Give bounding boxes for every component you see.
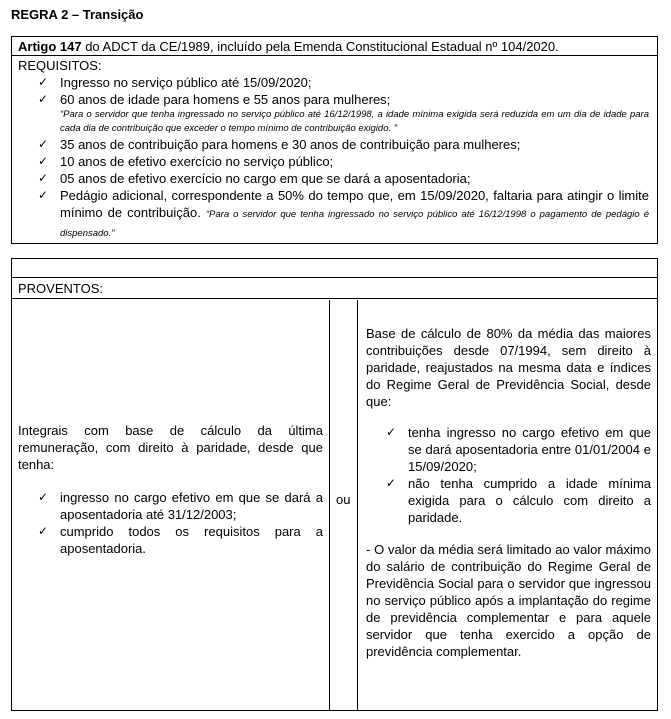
check-icon: ✓ [386, 425, 397, 439]
age-note: “Para o servidor que tenha ingressado no serviço público até 16/12/1998, a idade mínima exigida será reduzida em um dia de idade para cada dia de contribuição que exceder o tempo mínimo de contribuição exigido. ” [60, 109, 649, 134]
page-heading: REGRA 2 – Transição [11, 7, 144, 22]
average-conditions [386, 424, 651, 526]
average-content [366, 325, 651, 660]
article-row [12, 37, 657, 56]
requirement-text: 60 anos de idade para homens e 55 anos para mulheres; [60, 92, 391, 107]
article-number: Artigo 147 [18, 39, 82, 54]
requirement-text: 35 anos de contribuição para homens e 30 anos de contribuição para mulheres; [60, 137, 521, 152]
list-item [38, 170, 649, 187]
list-item [386, 475, 651, 526]
requirement-text: 10 anos de efetivo exercício no serviço público; [60, 154, 334, 169]
condition-text: tenha ingresso no cargo efetivo em que se dará aposentadoria entre 01/01/2004 e 15/09/2020; [408, 425, 651, 474]
requirements-list [38, 74, 649, 242]
check-icon: ✓ [38, 154, 49, 168]
integral-intro: Integrais com base de cálculo da última remuneração, com direito à paridade, desde que tenha: [18, 423, 323, 472]
list-item [386, 424, 651, 475]
article-description: do ADCT da CE/1989, incluído pela Emenda Constitucional Estadual nº 104/2020. [81, 39, 559, 54]
condition-text: ingresso no cargo efetivo em que se dará a aposentadoria até 31/12/2003; [60, 490, 323, 522]
average-intro: Base de cálculo de 80% da média das maiores contribuições desde 07/1994, sem direito à paridade, reajustados na mesma data e índices do Regime Geral de Previdência Social, desde que: [366, 326, 651, 409]
condition-text: não tenha cumprido a idade mínima exigida para o cálculo com direito a paridade. [408, 476, 651, 525]
check-icon: ✓ [38, 490, 49, 504]
condition-text: cumprido todos os requisitos para a aposentadoria. [60, 524, 323, 556]
integral-column [12, 300, 330, 710]
integral-content [18, 422, 323, 557]
check-icon: ✓ [386, 476, 397, 490]
check-icon: ✓ [38, 524, 49, 538]
list-item [38, 187, 649, 242]
average-column [358, 300, 657, 710]
toll-note: “Para o servidor que tenha ingressado no serviço público até 16/12/1998 o pagamento de pedágio é dispensado.” [60, 209, 649, 239]
integral-conditions [38, 489, 323, 557]
check-icon: ✓ [38, 137, 49, 151]
requirement-text: Pedágio adicional, correspondente a 50% do tempo que, em 15/09/2020, faltaria para atingir o limite mínimo de contribuição. [60, 188, 649, 220]
or-column [330, 300, 358, 710]
average-limit-note: - O valor da média será limitado ao valor máximo do salário de contribuição do Regime Geral de Previdência Social para o servidor que ingressou no serviço público após a implantação do regime de previdência complementar e para aquele servidor que tenha exercido a opção de previdência complementar. [366, 542, 651, 659]
requirement-text: Ingresso no serviço público até 15/09/2020; [60, 75, 312, 90]
proventos-label: PROVENTOS: [12, 278, 657, 299]
requirements-box [11, 36, 658, 244]
proventos-columns [12, 300, 657, 710]
or-label: ou [336, 492, 351, 507]
blank-row [12, 259, 657, 278]
list-item [38, 523, 323, 557]
check-icon: ✓ [38, 188, 49, 202]
list-item [38, 91, 649, 136]
list-item [38, 74, 649, 91]
check-icon: ✓ [38, 75, 49, 89]
check-icon: ✓ [38, 92, 49, 106]
list-item [38, 136, 649, 153]
proventos-box [11, 258, 658, 711]
requirements-label: REQUISITOS: [18, 58, 102, 73]
requirement-text: 05 anos de efetivo exercício no cargo em que se dará a aposentadoria; [60, 171, 471, 186]
check-icon: ✓ [38, 171, 49, 185]
list-item [38, 153, 649, 170]
list-item [38, 489, 323, 523]
